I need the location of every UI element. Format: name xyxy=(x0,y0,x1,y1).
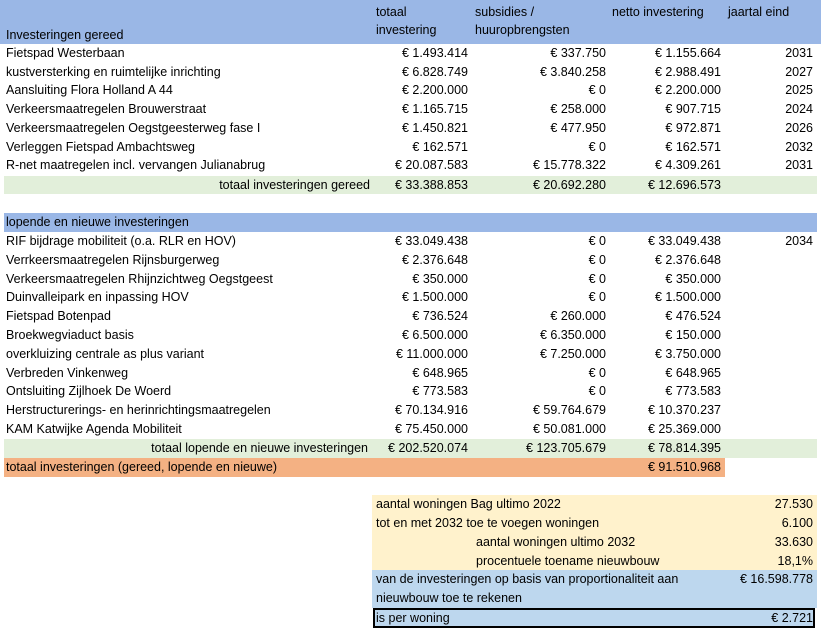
row-netto: € 1.500.000 xyxy=(654,290,721,305)
row-subsidy: € 3.840.258 xyxy=(539,64,606,79)
table-row xyxy=(0,420,821,439)
table-row xyxy=(0,232,821,251)
row-subsidy: € 477.950 xyxy=(550,120,606,135)
row-subsidy: € 260.000 xyxy=(550,309,606,324)
summary-toe-label: tot en met 2032 toe te voegen woningen xyxy=(376,516,600,530)
summary-prop-label-2: nieuwbouw toe te rekenen xyxy=(376,591,522,605)
row-netto: € 972.871 xyxy=(665,120,721,135)
table-row xyxy=(0,138,821,157)
summary-ultimo-label: aantal woningen ultimo 2032 xyxy=(476,535,636,549)
row-year: 2024 xyxy=(785,102,813,117)
row-total: € 1.500.000 xyxy=(401,290,468,305)
row-year: 2026 xyxy=(785,120,813,135)
summary-woningen-value: 27.530 xyxy=(774,497,813,511)
summary-row-prop-1 xyxy=(0,570,821,589)
row-subsidy: € 7.250.000 xyxy=(539,346,606,361)
row-netto: € 2.988.491 xyxy=(654,64,721,79)
gereed-total-total: € 33.388.853 xyxy=(395,177,468,192)
row-netto: € 3.750.000 xyxy=(654,346,721,361)
row-subsidy: € 0 xyxy=(588,271,606,286)
grand-total-label: totaal investeringen (gereed, lopende en nieuwe) xyxy=(6,460,278,474)
grand-total-netto: € 91.510.968 xyxy=(648,460,721,474)
row-subsidy: € 6.350.000 xyxy=(539,328,606,342)
row-name: Verkeersmaatregelen Oegstgeesterweg fase I xyxy=(6,120,261,135)
table-row xyxy=(0,63,821,82)
summary-ultimo-value: 33.630 xyxy=(774,535,813,549)
row-total: € 1.450.821 xyxy=(401,120,468,135)
summary-per-label: is per woning xyxy=(376,611,450,625)
row-name: Broekwegviaduct basis xyxy=(6,328,134,342)
row-name: Duinvalleipark en inpassing HOV xyxy=(6,290,189,305)
col-header-year: jaartal eind xyxy=(728,5,790,19)
lopend-total-row xyxy=(0,439,821,458)
summary-row-woningen xyxy=(0,495,821,514)
table-row xyxy=(0,382,821,401)
row-year: 2031 xyxy=(785,158,813,173)
col-header-subsidies-2: huuropbrengsten xyxy=(475,23,570,37)
row-subsidy: € 0 xyxy=(588,139,606,154)
col-header-subsidies-1: subsidies / xyxy=(475,5,535,19)
row-year: 2034 xyxy=(785,234,813,248)
row-subsidy: € 15.778.322 xyxy=(533,158,606,173)
row-name: KAM Katwijke Agenda Mobiliteit xyxy=(6,422,182,436)
table-row xyxy=(0,100,821,119)
row-total: € 75.450.000 xyxy=(395,422,468,436)
table-row xyxy=(0,44,821,63)
summary-woningen-label: aantal woningen Bag ultimo 2022 xyxy=(376,497,561,511)
summary-row-pct xyxy=(0,552,821,571)
row-subsidy: € 59.764.679 xyxy=(533,403,606,418)
row-netto: € 10.370.237 xyxy=(648,403,721,418)
row-netto: € 4.309.261 xyxy=(654,158,721,173)
row-name: Verbreden Vinkenweg xyxy=(6,365,129,380)
row-total: € 648.965 xyxy=(412,365,468,380)
row-subsidy: € 0 xyxy=(588,365,606,380)
summary-toe-value: 6.100 xyxy=(781,516,813,530)
row-name: overkluizing centrale as plus variant xyxy=(6,346,205,361)
row-subsidy: € 0 xyxy=(588,83,606,98)
lopend-section-title: lopende en nieuwe investeringen xyxy=(6,215,189,229)
row-name: Ontsluiting Zijlhoek De Woerd xyxy=(6,384,172,399)
row-total: € 33.049.438 xyxy=(395,234,468,248)
row-name: Fietspad Westerbaan xyxy=(6,46,125,60)
row-netto: € 907.715 xyxy=(665,102,721,117)
table-row xyxy=(0,288,821,307)
table-row xyxy=(0,119,821,138)
row-subsidy: € 0 xyxy=(588,234,606,248)
summary-prop-label-1: van de investeringen op basis van proportionaliteit aan xyxy=(376,572,679,586)
table-row xyxy=(0,345,821,364)
lopend-total-label: totaal lopende en nieuwe investeringen xyxy=(151,441,368,455)
row-year: 2032 xyxy=(785,139,813,154)
row-name: RIF bijdrage mobiliteit (o.a. RLR en HOV) xyxy=(6,234,236,248)
table-row xyxy=(0,270,821,289)
row-total: € 6.828.749 xyxy=(401,64,468,79)
row-total: € 350.000 xyxy=(412,271,468,286)
row-total: € 1.165.715 xyxy=(401,102,468,117)
summary-prop-value: € 16.598.778 xyxy=(740,572,813,586)
row-total: € 162.571 xyxy=(412,139,468,154)
row-subsidy: € 258.000 xyxy=(550,102,606,117)
row-name: Fietspad Botenpad xyxy=(6,309,111,324)
gereed-total-subsidy: € 20.692.280 xyxy=(533,177,606,192)
row-subsidy: € 50.081.000 xyxy=(533,422,606,436)
row-total: € 1.493.414 xyxy=(401,46,468,60)
summary-per-value: € 2.721 xyxy=(771,611,813,625)
gereed-total-row xyxy=(0,176,821,195)
summary-row-per-woning xyxy=(0,609,821,628)
section-title-gereed: Investeringen gereed xyxy=(6,28,124,42)
row-total: € 70.134.916 xyxy=(395,403,468,418)
row-name: Verleggen Fietspad Ambachtsweg xyxy=(6,139,196,154)
summary-row-ultimo xyxy=(0,533,821,552)
lopend-total-total: € 202.520.074 xyxy=(388,441,468,455)
row-year: 2031 xyxy=(785,46,813,60)
lopend-total-netto: € 78.814.395 xyxy=(648,441,721,455)
row-netto: € 25.369.000 xyxy=(648,422,721,436)
row-year: 2027 xyxy=(785,64,813,79)
row-name: kustversterking en ruimtelijke inrichting xyxy=(6,64,221,79)
row-name: Herstructurerings- en herinrichtingsmaatregelen xyxy=(6,403,271,418)
row-name: R-net maatregelen incl. vervangen Julianabrug xyxy=(6,158,266,173)
row-total: € 773.583 xyxy=(412,384,468,399)
col-header-total-2: investering xyxy=(376,23,437,37)
row-subsidy: € 337.750 xyxy=(550,46,606,60)
grand-total-row xyxy=(0,458,821,477)
table-row xyxy=(0,401,821,420)
row-netto: € 2.200.000 xyxy=(654,83,721,98)
row-total: € 11.000.000 xyxy=(395,346,468,361)
row-total: € 736.524 xyxy=(412,309,468,324)
table-row xyxy=(0,251,821,270)
table-row xyxy=(0,156,821,175)
row-total: € 20.087.583 xyxy=(395,158,468,173)
row-netto: € 1.155.664 xyxy=(654,46,721,60)
lopend-total-subsidy: € 123.705.679 xyxy=(526,441,606,455)
row-name: Verkeersmaatregelen Rhijnzichtweg Oegstgeest xyxy=(6,271,273,286)
row-subsidy: € 0 xyxy=(588,252,606,267)
lopend-section-header xyxy=(4,213,817,232)
row-subsidy: € 0 xyxy=(588,384,606,399)
row-total: € 6.500.000 xyxy=(401,328,468,342)
table-row xyxy=(0,307,821,326)
row-netto: € 2.376.648 xyxy=(654,252,721,267)
gereed-total-netto: € 12.696.573 xyxy=(648,177,721,192)
row-name: Verrkeersmaatregelen Rijnsburgerweg xyxy=(6,252,220,267)
gereed-total-label: totaal investeringen gereed xyxy=(219,177,370,192)
summary-row-toe xyxy=(0,514,821,533)
row-netto: € 350.000 xyxy=(665,271,721,286)
table-header xyxy=(0,0,821,44)
row-netto: € 162.571 xyxy=(665,139,721,154)
table-row xyxy=(0,81,821,100)
row-total: € 2.200.000 xyxy=(401,83,468,98)
row-name: Aansluiting Flora Holland A 44 xyxy=(6,83,173,98)
row-netto: € 648.965 xyxy=(665,365,721,380)
row-year: 2025 xyxy=(785,83,813,98)
summary-row-prop-2 xyxy=(0,589,821,608)
col-header-total-1: totaal xyxy=(376,5,407,19)
table-row xyxy=(0,326,821,345)
summary-pct-label: procentuele toename nieuwbouw xyxy=(476,553,660,568)
col-header-netto: netto investering xyxy=(612,5,704,19)
table-row xyxy=(0,364,821,383)
row-netto: € 33.049.438 xyxy=(648,234,721,248)
row-netto: € 476.524 xyxy=(665,309,721,324)
row-total: € 2.376.648 xyxy=(401,252,468,267)
row-netto: € 773.583 xyxy=(665,384,721,399)
row-netto: € 150.000 xyxy=(665,328,721,342)
row-name: Verkeersmaatregelen Brouwerstraat xyxy=(6,102,207,117)
row-subsidy: € 0 xyxy=(588,290,606,305)
summary-pct-value: 18,1% xyxy=(777,553,813,568)
